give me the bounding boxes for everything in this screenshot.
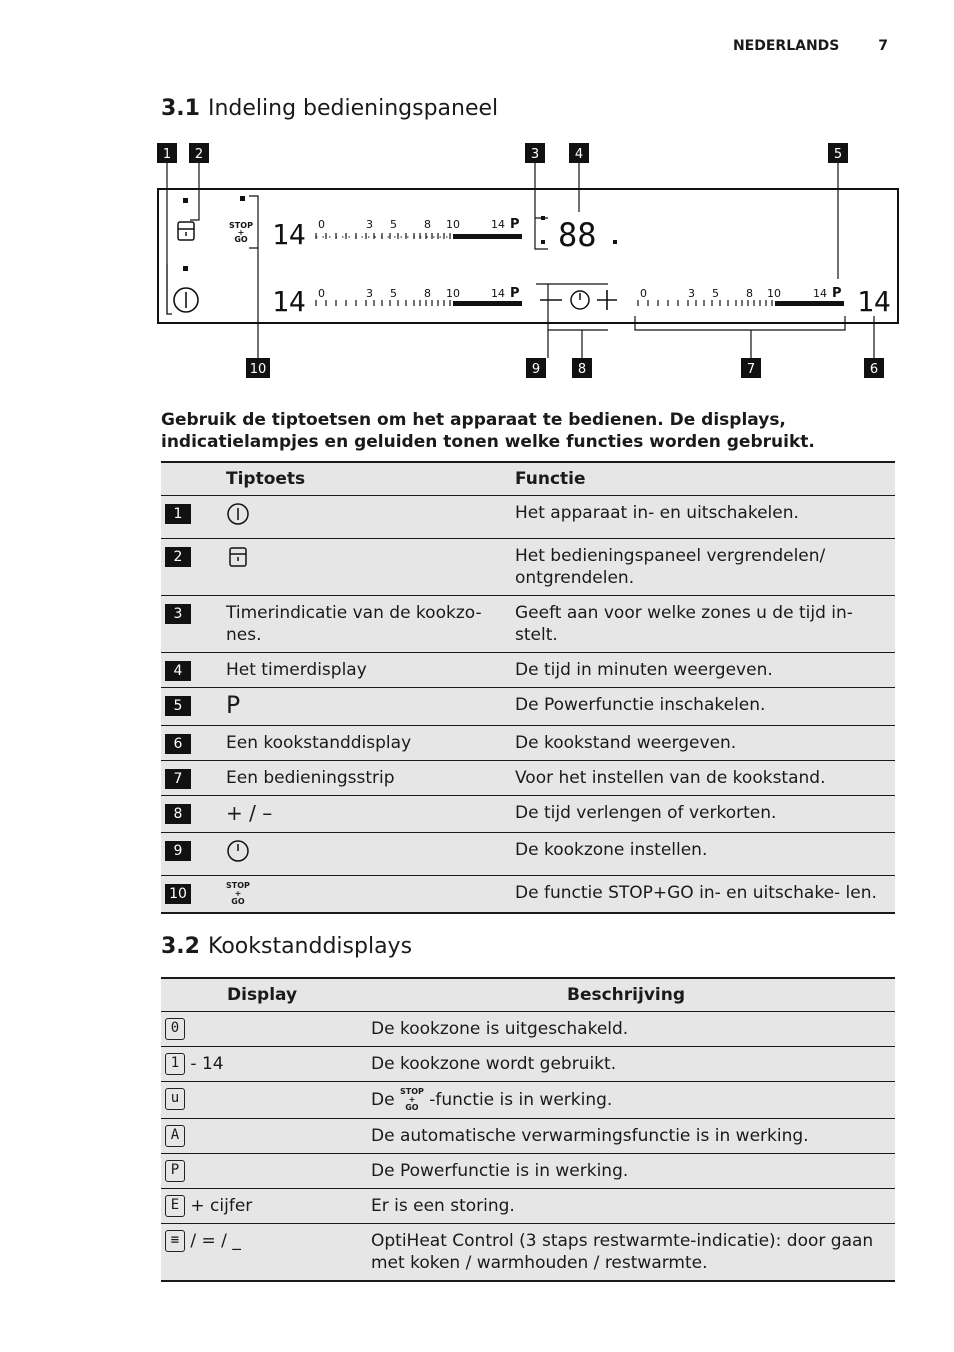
callout-6-label: 6 bbox=[869, 362, 879, 377]
functie-text: De Powerfunctie inschakelen. bbox=[515, 695, 766, 715]
functie-text: De tijd verlengen of verkorten. bbox=[515, 803, 777, 823]
control-table-row bbox=[161, 796, 895, 833]
display-table-row bbox=[161, 1189, 895, 1224]
go-label: GO bbox=[234, 235, 248, 244]
tiptoets-text: Timerindicatie van de kookzo- nes. bbox=[226, 603, 482, 645]
display-table-row bbox=[161, 1224, 895, 1282]
callout-3-label: 3 bbox=[530, 147, 540, 162]
intro-text: Gebruik de tiptoetsen om het apparaat te bedienen. De displays, indicatielampjes en geluiden tonen welke functies worden gebruikt. bbox=[161, 410, 815, 452]
callout-4-label: 4 bbox=[574, 147, 584, 162]
stop-label: STOP bbox=[229, 221, 253, 230]
callout-2 bbox=[189, 143, 209, 163]
row-number: 2 bbox=[165, 547, 191, 567]
scale-0: 0 bbox=[640, 287, 647, 300]
callout-4 bbox=[569, 143, 589, 163]
tiptoets-text: Het timerdisplay bbox=[226, 660, 367, 680]
scale-14: 14 bbox=[491, 218, 505, 231]
control-table-row bbox=[161, 833, 895, 876]
section-number: 3.2 bbox=[161, 934, 200, 959]
scale-0: 0 bbox=[318, 218, 325, 231]
callout-6 bbox=[864, 358, 884, 378]
display-table-header bbox=[161, 978, 895, 1012]
callout-1-label: 1 bbox=[162, 147, 172, 162]
timer-icon bbox=[226, 848, 250, 868]
go-label: GO bbox=[231, 897, 245, 906]
scale-14: 14 bbox=[813, 287, 827, 300]
stop-label: STOP bbox=[399, 1087, 424, 1096]
functie-text: Geeft aan voor welke zones u de tijd in- stelt. bbox=[515, 603, 853, 645]
scale-8: 8 bbox=[424, 287, 431, 300]
section-title: Indeling bedieningspaneel bbox=[207, 96, 499, 121]
display-table-row bbox=[161, 1012, 895, 1047]
scale-14: 14 bbox=[491, 287, 505, 300]
row-number: 9 bbox=[165, 841, 191, 861]
control-table-row bbox=[161, 726, 895, 761]
plus-label: + bbox=[408, 1095, 416, 1104]
level-display-right: 14 bbox=[857, 285, 891, 318]
control-panel-diagram bbox=[150, 140, 910, 385]
beschrijving-text: De automatische verwarmingsfunctie is in werking. bbox=[371, 1126, 809, 1146]
display-symbol: 0 bbox=[165, 1018, 185, 1040]
scale-10: 10 bbox=[767, 287, 781, 300]
display-symbol: ≡ bbox=[165, 1230, 185, 1252]
callout-10 bbox=[246, 358, 270, 378]
functie-text: Het bedieningspaneel vergrendelen/ ontgrendelen. bbox=[515, 546, 826, 588]
row-number: 1 bbox=[165, 504, 191, 524]
section-title: Kookstanddisplays bbox=[207, 934, 413, 959]
callout-9-label: 9 bbox=[531, 362, 541, 377]
tiptoets-text: Een kookstanddisplay bbox=[226, 733, 412, 753]
row-number: 7 bbox=[165, 769, 191, 789]
beschrijving-text: OptiHeat Control (3 staps restwarmte-indicatie): door gaan met koken / warmhouden / restwarmte. bbox=[371, 1231, 874, 1273]
lock-icon bbox=[226, 554, 250, 574]
level-display-bottom: 14 bbox=[272, 285, 306, 318]
go-label: GO bbox=[405, 1103, 419, 1112]
control-table-row bbox=[161, 761, 895, 796]
functie-text: De tijd in minuten weergeven. bbox=[515, 660, 773, 680]
section-heading-1 bbox=[161, 96, 498, 121]
row-number: 3 bbox=[165, 604, 191, 624]
scale-8: 8 bbox=[746, 287, 753, 300]
callout-8 bbox=[572, 358, 592, 378]
functie-text: De functie STOP+GO in- en uitschake- len. bbox=[515, 883, 877, 903]
display-extra: + cijfer bbox=[190, 1196, 253, 1216]
callout-5-label: 5 bbox=[833, 147, 843, 162]
callout-9 bbox=[526, 358, 546, 378]
beschrijving-text: Er is een storing. bbox=[371, 1196, 515, 1216]
control-table-row bbox=[161, 653, 895, 688]
stop-go-icon bbox=[400, 1088, 424, 1112]
functie-text: De kookstand weergeven. bbox=[515, 733, 737, 753]
row-number: 4 bbox=[165, 661, 191, 681]
beschrijving-pre: De bbox=[371, 1090, 395, 1110]
beschrijving-text: -functie is in werking. bbox=[429, 1090, 613, 1110]
callout-2-label: 2 bbox=[194, 147, 204, 162]
stop-label: STOP bbox=[226, 881, 250, 890]
display-table-row bbox=[161, 1082, 895, 1119]
page-number: 7 bbox=[878, 38, 888, 54]
callout-3 bbox=[525, 143, 545, 163]
display-symbol: P bbox=[165, 1160, 185, 1182]
display-symbol: u bbox=[165, 1088, 185, 1110]
plus-label: + bbox=[237, 228, 245, 237]
section-heading-2 bbox=[161, 934, 412, 959]
row-number: 10 bbox=[165, 884, 191, 904]
p-icon: P bbox=[226, 691, 241, 719]
scale-0: 0 bbox=[318, 287, 325, 300]
control-table-row bbox=[161, 596, 895, 653]
scale-5: 5 bbox=[390, 218, 397, 231]
page-header bbox=[699, 38, 888, 54]
header-tiptoets: Tiptoets bbox=[222, 462, 511, 496]
functie-text: Het apparaat in- en uitschakelen. bbox=[515, 503, 799, 523]
display-table bbox=[161, 977, 895, 1282]
display-table-row bbox=[161, 1119, 895, 1154]
display-extra: / = / _ bbox=[190, 1231, 241, 1251]
header-language: NEDERLANDS bbox=[732, 38, 840, 54]
scale-p: P bbox=[510, 217, 520, 232]
row-number: 6 bbox=[165, 734, 191, 754]
row-number: 5 bbox=[165, 696, 191, 716]
header-beschrijving: Beschrijving bbox=[367, 978, 895, 1012]
display-extra: - 14 bbox=[190, 1054, 224, 1074]
scale-p: P bbox=[510, 286, 520, 301]
display-symbol: E bbox=[165, 1195, 185, 1217]
scale-3: 3 bbox=[366, 287, 373, 300]
plus-minus-icon: + / – bbox=[226, 801, 273, 825]
callout-8-label: 8 bbox=[577, 362, 587, 377]
display-table-row bbox=[161, 1047, 895, 1082]
scale-3: 3 bbox=[366, 218, 373, 231]
tiptoets-text: Een bedieningsstrip bbox=[226, 768, 395, 788]
scale-10: 10 bbox=[446, 218, 460, 231]
functie-text: Voor het instellen van de kookstand. bbox=[515, 768, 826, 788]
section-number: 3.1 bbox=[161, 96, 200, 121]
header-functie: Functie bbox=[511, 462, 895, 496]
scale-10: 10 bbox=[446, 287, 460, 300]
beschrijving-text: De kookzone wordt gebruikt. bbox=[371, 1054, 617, 1074]
control-table-row bbox=[161, 688, 895, 726]
beschrijving-text: De Powerfunctie is in werking. bbox=[371, 1161, 629, 1181]
control-table-header bbox=[161, 462, 895, 496]
scale-8: 8 bbox=[424, 218, 431, 231]
scale-5: 5 bbox=[712, 287, 719, 300]
plus-label: + bbox=[234, 889, 242, 898]
display-symbol: A bbox=[165, 1125, 185, 1147]
beschrijving-text: De kookzone is uitgeschakeld. bbox=[371, 1019, 629, 1039]
scale-5: 5 bbox=[390, 287, 397, 300]
scale-p: P bbox=[832, 286, 842, 301]
callout-1 bbox=[157, 143, 177, 163]
control-table-row bbox=[161, 496, 895, 539]
timer-display: 88 bbox=[558, 216, 597, 254]
scale-3: 3 bbox=[688, 287, 695, 300]
callout-7 bbox=[741, 358, 761, 378]
header-display: Display bbox=[161, 978, 367, 1012]
power-icon bbox=[226, 511, 250, 531]
functie-text: De kookzone instellen. bbox=[515, 840, 708, 860]
stop-go-icon bbox=[226, 882, 250, 906]
callout-5 bbox=[828, 143, 848, 163]
display-symbol: 1 bbox=[165, 1053, 185, 1075]
control-table-row bbox=[161, 539, 895, 596]
level-display-top: 14 bbox=[272, 218, 306, 251]
callout-10-label: 10 bbox=[249, 362, 267, 377]
row-number: 8 bbox=[165, 804, 191, 824]
control-table-row bbox=[161, 876, 895, 914]
display-table-row bbox=[161, 1154, 895, 1189]
control-table bbox=[161, 461, 895, 914]
callout-7-label: 7 bbox=[746, 362, 756, 377]
